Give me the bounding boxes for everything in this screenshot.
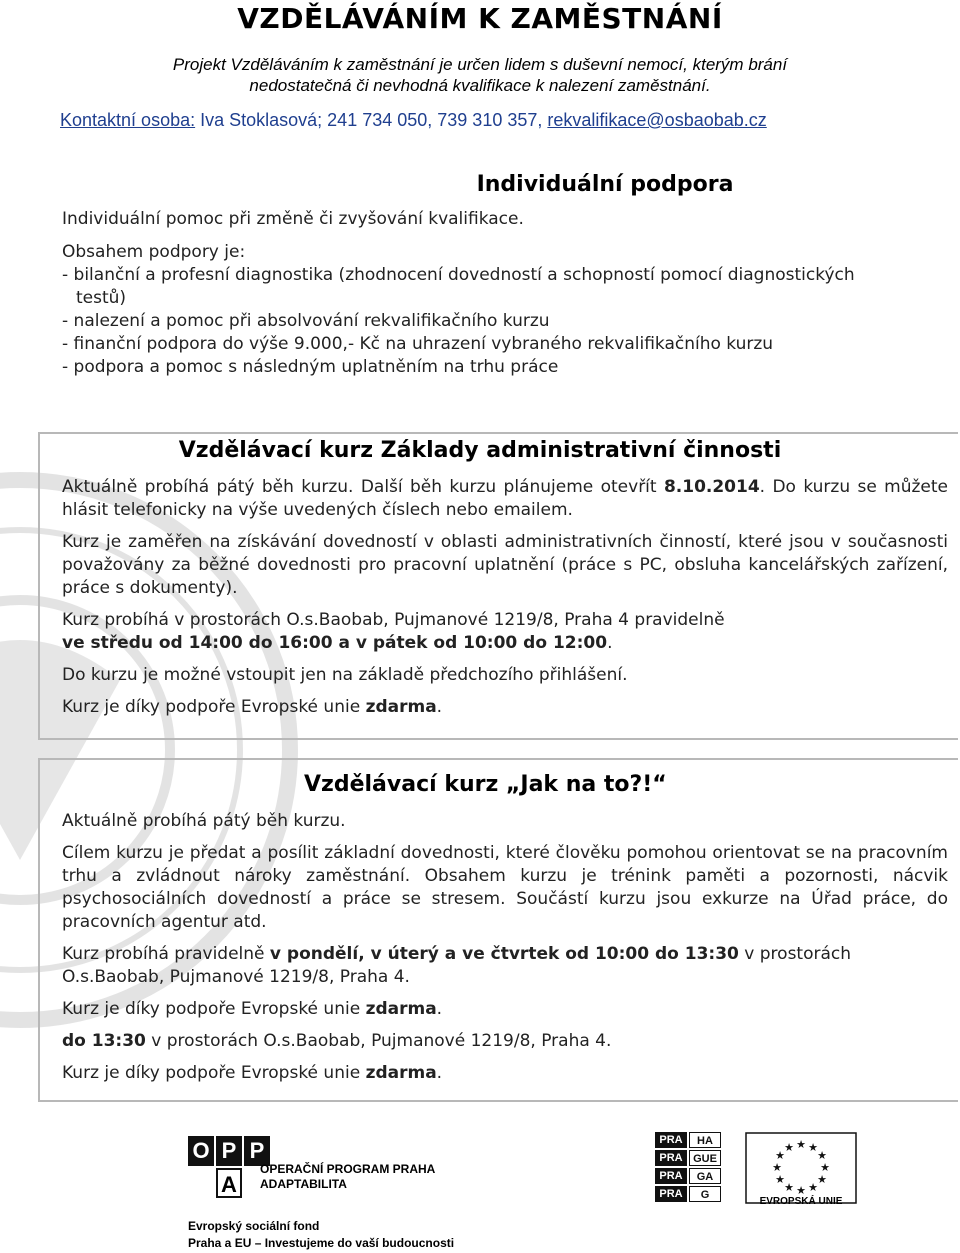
- footer-text: [188, 1218, 454, 1252]
- list-item: - finanční podpora do výše 9.000,- Kč na uhrazení vybraného rekvalifikačního kurzu: [62, 334, 774, 354]
- praha-cell: PRA: [655, 1186, 687, 1202]
- intro-line-2: nedostatečná či nevhodná kvalifikace k nalezení zaměstnání.: [249, 76, 711, 95]
- content-label: Obsahem podpory je:: [62, 242, 246, 262]
- opp-line-1: OPERAČNÍ PROGRAM PRAHA: [260, 1162, 436, 1176]
- praha-cell: HA: [689, 1132, 721, 1148]
- list-item: - nalezení a pomoc při absolvování rekvalifikačního kurzu: [62, 311, 550, 331]
- opp-logo: [188, 1136, 270, 1198]
- contact-line: [60, 110, 767, 131]
- course1-funding: [62, 696, 948, 719]
- praha-logo: [655, 1132, 721, 1202]
- course2-funding-end: .: [436, 999, 443, 1019]
- opp-letter: P: [244, 1136, 270, 1166]
- course1-status-post: . Do kurzu se můžete hlásit telefonicky na výše uvedených číslech nebo emailem.: [62, 477, 949, 520]
- course2-funding-repeat: [62, 1062, 948, 1085]
- course2-funding-pre: Kurz je díky podpoře Evropské unie: [62, 999, 366, 1019]
- list-item: - bilanční a profesní diagnostika (zhodnocení dovedností a schopností pomocí diagnostických: [62, 265, 855, 285]
- opp-letter: A: [216, 1168, 242, 1198]
- intro-text: [60, 54, 900, 96]
- course1-funding-pre: Kurz je díky podpoře Evropské unie: [62, 697, 366, 717]
- svg-text:★: ★: [772, 1161, 782, 1174]
- eu-label: EVROPSKÁ UNIE: [759, 1196, 843, 1207]
- course1-funding-end: .: [436, 697, 443, 717]
- opp-line-2: ADAPTABILITA: [260, 1177, 347, 1191]
- course1-schedule: [62, 632, 948, 655]
- svg-text:★: ★: [796, 1184, 806, 1197]
- svg-text:★: ★: [775, 1173, 785, 1186]
- course1-registration: Do kurzu je možné vstoupit jen na základě předchozího přihlášení.: [62, 665, 628, 685]
- course1-status: [62, 476, 948, 522]
- footer-line-2: Praha a EU – Investujeme do vaší budoucnosti: [188, 1236, 455, 1250]
- course1-date: 8.10.2014: [663, 477, 760, 497]
- svg-text:★: ★: [784, 1181, 794, 1194]
- course2-description: Cílem kurzu je předat a posílit základní dovednosti, které člověku pomohou orientovat se na pracovním trhu a zvládnout nároky zaměstnání. Obsahem kurzu je trénink paměti a pozornosti, nácvik psychosociálních dovedností a práce se stresem. Součástí kurzu jsou exkurze na Úřad práce, do pracovních agentur atd.: [62, 843, 948, 932]
- opp-text: [260, 1162, 435, 1192]
- opp-letter: [188, 1168, 214, 1198]
- contact-text: Iva Stoklasová; 241 734 050, 739 310 357,: [195, 110, 548, 130]
- eu-flag-icon: [745, 1132, 857, 1204]
- svg-text:★: ★: [817, 1149, 827, 1162]
- svg-text:★: ★: [784, 1141, 794, 1154]
- course1-schedule-bold: ve středu od 14:00 do 16:00 a v pátek od 10:00 do 12:00: [62, 633, 608, 653]
- course2-place-post: v prostorách O.s.Baobab, Pujmanové 1219/8, Praha 4.: [62, 944, 852, 987]
- course2-extra-post: v prostorách O.s.Baobab, Pujmanové 1219/8, Praha 4.: [145, 1031, 612, 1051]
- svg-text:★: ★: [817, 1173, 827, 1186]
- praha-cell: G: [689, 1186, 721, 1202]
- course2-funding2-end: .: [436, 1063, 443, 1083]
- svg-text:★: ★: [808, 1141, 818, 1154]
- opp-letter: O: [188, 1136, 214, 1166]
- svg-text:★: ★: [775, 1149, 785, 1162]
- praha-cell: PRA: [655, 1150, 687, 1166]
- course2-extra-bold: do 13:30: [62, 1031, 146, 1051]
- course2-funding2-pre: Kurz je díky podpoře Evropské unie: [62, 1063, 366, 1083]
- course2-status: Aktuálně probíhá pátý běh kurzu.: [62, 811, 346, 831]
- svg-text:★: ★: [808, 1181, 818, 1194]
- course2-funding: [62, 998, 948, 1021]
- course2-funding-bold: zdarma: [365, 999, 437, 1019]
- page-title: VZDĚLÁVÁNÍM K ZAMĚSTNÁNÍ: [237, 2, 723, 35]
- course1-funding-bold: zdarma: [365, 697, 437, 717]
- svg-text:★: ★: [796, 1138, 806, 1151]
- course2-place-bold: v pondělí, v úterý a ve čtvrtek od 10:00 do 13:30: [269, 944, 739, 964]
- course2-heading: Vzdělávací kurz „Jak na to?!“: [304, 772, 667, 797]
- course1-schedule-end: .: [607, 633, 613, 653]
- course1-status-pre: Aktuálně probíhá pátý běh kurzu. Další běh kurzu plánujeme otevřít: [62, 477, 664, 497]
- individual-heading: Individuální podpora: [476, 172, 734, 197]
- praha-cell: GUE: [689, 1150, 721, 1166]
- course2-place-pre: Kurz probíhá pravidelně: [62, 944, 270, 964]
- list-item: testů): [76, 288, 127, 308]
- praha-cell: GA: [689, 1168, 721, 1184]
- contact-label-link[interactable]: Kontaktní osoba:: [60, 110, 196, 130]
- list-item: - podpora a pomoc s následným uplatněním na trhu práce: [62, 357, 559, 377]
- course2-place: [62, 943, 948, 989]
- praha-cell: PRA: [655, 1168, 687, 1184]
- course1-heading: Vzdělávací kurz Základy administrativní činnosti: [178, 438, 782, 463]
- footer-line-1: Evropský sociální fond: [188, 1219, 320, 1233]
- opp-letter: P: [216, 1136, 242, 1166]
- course2-funding2-bold: zdarma: [365, 1063, 437, 1083]
- course1-description: Kurz je zaměřen na získávání dovedností v oblasti administrativních činností, které jsou v současnosti považovány za běžné dovednosti pro pracovní uplatnění (práce s PC, obsluha kancelářských zařízení, práce s dokumenty).: [62, 532, 948, 598]
- contact-email-link[interactable]: rekvalifikace@osbaobab.cz: [547, 110, 767, 130]
- intro-line-1: Projekt Vzděláváním k zaměstnání je určen lidem s duševní nemocí, kterým brání: [172, 55, 788, 74]
- individual-subtitle: Individuální pomoc při změně či zvyšování kvalifikace.: [62, 209, 524, 229]
- individual-section: [62, 208, 946, 379]
- course2-section: [62, 810, 948, 1085]
- course1-section: [62, 476, 948, 719]
- course2-extra: [62, 1030, 948, 1053]
- course1-place: Kurz probíhá v prostorách O.s.Baobab, Pujmanové 1219/8, Praha 4 pravidelně: [62, 610, 725, 630]
- praha-cell: PRA: [655, 1132, 687, 1148]
- svg-text:★: ★: [820, 1161, 830, 1174]
